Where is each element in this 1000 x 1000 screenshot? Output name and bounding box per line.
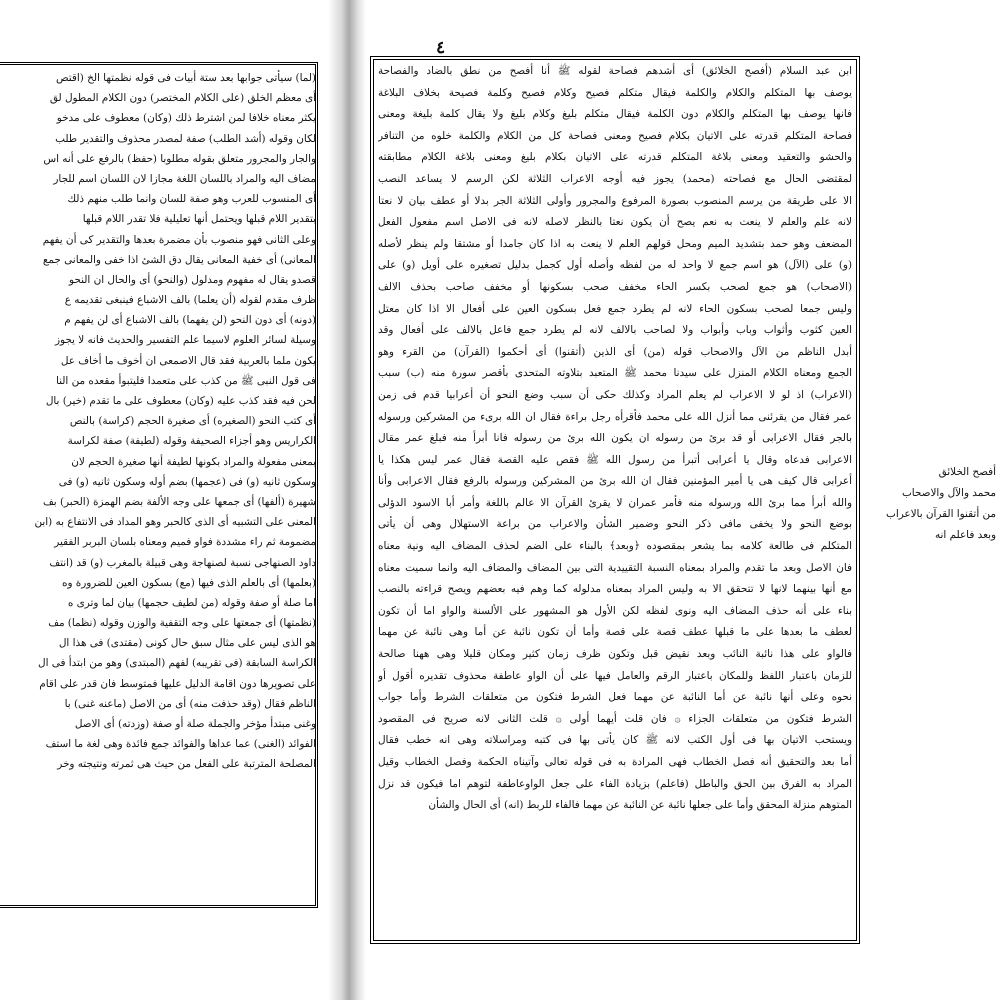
left-text-line: يكون ملما بالعربية فقد قال الاصمعى ان أخوف ما أخاف عل <box>60 354 316 367</box>
book-gutter <box>328 0 366 1000</box>
left-text-line: أى كتب النحو (الصغيره) أى صغيرة الحجم (كراسة) بالنص <box>69 415 316 428</box>
left-text-line: (نظمتها) أى جمعتها على وجه التقفية والوزن وقوله (نظما) مف <box>48 617 316 630</box>
text-line: فصاحة المتكلم قدرته على الاتيان بكلام فصيح ومعنى فصاحة كل من الكلام والكلمة خلوه من التنافر <box>378 129 852 142</box>
text-line: فان الاصل وبعد ما تقدم والمراد بمعناه النسبة التقييدية التى بين المضاف والمضاف اليه وانما سميت معناه <box>378 561 852 574</box>
left-page <box>0 0 328 1000</box>
left-text-line: فى قول النبى ﷺ من كذب على متعمدا فليتبوأ مقعده من النا <box>55 374 316 387</box>
text-line: مع أنها بينهما لانها لا تتحقق الا به وليس المراد بمعناه مدلوله كما وهم فيه بعضهم ويصح قراءته بالنصب <box>378 583 852 596</box>
left-text-line: الفوائد (الغنى) عما عداها والفوائد جمع فائدة وهى لغة ما استف <box>45 738 316 751</box>
left-text-line: اما صلة أو صفة وقوله (من لطيف حجمها) بيان لما وترى ه <box>67 596 316 609</box>
text-line: لمقتضى الحال مع فصاحته (محمد) يجوز فيه أوجه الاعراب الثلاثة لكن الرسم لا يساعد النصب <box>378 172 852 185</box>
text-line: الا على طريقة من يرسم المنصوب بصورة المرفوع والمجرور وأولى الثلاثة الجر بدلا أو عطف بيان لا نعتا <box>378 194 852 207</box>
left-text-line: بتقدير اللام قبلها ويحتمل أنها تعليلية فلا تقدر اللام قبلها <box>82 213 316 226</box>
margin-note-line: وبعد فاعلم انه <box>934 529 996 541</box>
text-line: العين كثوب وأثواب وباب وأبواب ولا لصاحب بالالف لانه لم يطرد جمع فاعل بالالف على أفعال وقد <box>378 324 852 337</box>
left-text-line: (دونه) أى دون النحو (لن يفهما) بالف الاشباع أى لن يفهم م <box>64 314 316 327</box>
text-line: (الاعراب) اذ لو لا الاعراب لم يعلم المراد وكذلك حكى أن سبب وضع النحو أن أعرابيا قدم فى زمن <box>378 388 852 401</box>
text-line: ابن عبد السلام (أفصح الخلائق) أى أشدهم فصاحة لقوله ﷺ أنا أفصح من نطق بالضاد والفصاحة <box>378 65 852 77</box>
text-line: لعطف ما بعدها على ما قبلها عطف قصة على قصة وأما أن تكون نائبة عن أما وهى نائبة عن مهما <box>378 626 852 639</box>
text-line: عمر فقال من يقرئنى مما أنزل الله على محمد فأقرأه رجل براءة فقال ان الله برىء من المشركين ورسوله <box>378 410 852 423</box>
left-text-line: مضمومة ثم راء مشددة فواو فميم ومعناه بلسان البربر الفقير <box>54 536 316 549</box>
text-line: المتكلم فى طالعة كلامه بما يشعر بمقصوده ﴿وبعد﴾ بالبناء على الضم لحذف المضاف اليه ونية معناه <box>378 540 852 553</box>
margin-note-line: أفصح الخلائق <box>938 466 996 478</box>
text-line: الشرط فتكون من متعلقات الجزاء ۞ فان قلت أيهما أولى ۞ قلت الثانى لانه صريح فى المقصود <box>378 712 852 725</box>
left-text-line: والجار والمجرور متعلق بقوله مطلوبا (حفظ) بالرفع على أنه اس <box>43 152 316 165</box>
text-line: المضعف وهو حمد بتشديد الميم ومحل قولهم العلم لا ينعت به اذا كان جامدا أو مشتقا ولم ينظر لأصله <box>378 237 852 250</box>
left-text-line: لحن فيه فقد كذب عليه (وكان) معطوف على ما تقدم (خير) بال <box>45 395 316 407</box>
left-text-line: مضاف اليه والمراد باللسان اللغة مجازا لان اللسان اسم للجار <box>53 172 316 185</box>
left-text-line: المعنى على التشبيه أى الذى كالحبر وهو المداد فى الانتفاع به (ابن <box>34 516 316 529</box>
text-line: نحوه وعلى أنها نائبة عن أما النائبة عن مهما فعل الشرط فتكون من متعلقات الشرط وأما جواب <box>378 691 852 704</box>
text-line: الجمع ومعناه الكلام المنزل على سيدنا محمد ﷺ المتعبد بتلاوته المتحدى بأقصر سورة منه (ب) سبب <box>378 367 852 380</box>
left-page-text <box>0 68 316 775</box>
left-text-line: ظرف مقدم لقوله (أن يعلما) بالف الاشباع فينبغى تقديمه ع <box>64 294 316 307</box>
left-text-line: قصدو يقال له مفهوم ومدلول (والنحو) أى والحال ان النحو <box>69 273 316 286</box>
left-text-line: (بعلمها) أى بالعلم الذى فيها (مع) بسكون العين للضرورة وه <box>62 576 316 589</box>
text-line: الاعرابى فدعاه وقال يا أعرابى أتبرأ من رسول الله ﷺ فقص عليه القصة فقال عمر ليس هكذا يا <box>378 453 852 466</box>
left-text-line: لكان وقوله (أشد الطلب) صفة لمصدر محذوف والتقدير طلب <box>55 132 316 145</box>
left-text-line: الناظم فقال (وقد حذفت منه) أى من الاصل (ماعنه غنى) با <box>64 697 316 710</box>
text-line: يوصف بها المتكلم والكلام والكلمة فيقال متكلم فصيح وكلام فصيح وكلمة فصيحة بخلاف البلاغة <box>378 86 852 99</box>
left-text-line: على تصويرها دون اقامة الدليل عليها فمتوسط فان قدر على اقام <box>39 677 316 690</box>
margin-note-line: من أتقنوا القرآن بالاعراب <box>886 508 996 520</box>
left-text-line: أى معظم الخلق (على الكلام المختصر) دون الكلام المطول لق <box>49 92 316 105</box>
left-text-line: المصلحة المترتبة على الفعل من حيث هى ثمرته ونتيجته وخر <box>57 758 316 771</box>
text-line: والحشو والتعقيد ومعنى بلاغة المتكلم قدرته على الاتيان بكلام بليغ ومعنى بلاغة الكلام مطابقته <box>378 151 852 164</box>
left-text-line: أى المنسوب للعرب وهو صفة للسان وانما طلب منهم ذلك <box>67 193 316 206</box>
text-line: ويستحب الاتيان بها فى أول الكتب لانه ﷺ كان يأتى بها فى كتبه ومراسلاته وهى انه خطب فقال <box>378 734 852 747</box>
text-line: بالجر فقال الاعرابى أو قد برئ من رسوله ان يكون الله برئ من رسوله فانا أبرأ منه فبلغ عمر مقال <box>378 432 852 445</box>
text-line: (الاصحاب) هو جمع لصحب بكسر الحاء مخفف صحب بسكونها أو مخفف صاحب بحذف الالف <box>378 280 852 293</box>
page-number: ٤ <box>436 38 446 58</box>
text-line: المتوهم منزلة المحقق وأما على جعلها نائبة عن النائبة عن مهما فالفاء للربط (انه) أى الحال والشأن <box>428 799 852 812</box>
text-line: أعرابى قال كيف هى يا أمير المؤمنين فقال ان الله برئ من المشركين ورسوله بالرفع فقال الاعرابى وأنا <box>378 475 852 488</box>
left-text-line: الكراريس وهو أجزاء الصحيفة وقوله (لطيفة) صفة لكراسة <box>67 435 316 448</box>
left-text-line: وعلى الثانى فهو منصوب بأن مضمرة بعدها والتقدير كى أن يفهم <box>42 233 316 246</box>
text-line: فانها يوصف بها المتكلم والكلام دون الكلمة فيقال متكلم بليغ وكلام بليغ ولا يقال كلمة بليغة ومعنى <box>378 108 852 121</box>
text-line: للزمان باعتبار اللفظ وللمكان باعتبار الرقم والعامل فيها على أن الواو عاطفة محذوف تقديره أقول أو <box>378 669 852 682</box>
left-text-line: الكراسة السابقة (فى تقريبه) لفهم (المبتدى) وهو من ابتدأ فى ال <box>38 657 316 670</box>
left-text-line: وغنى مبتدأ مؤخر والجملة صلة أو صفة (وزدته) أى الاصل <box>74 718 316 730</box>
text-line: لانه علم والعلم لا ينعت به نعم يصح أن يكون نعتا بالنظر لاصله لانه فى الاصل اسم مفعول الفعل <box>378 216 852 229</box>
text-line: أما بعد والتحقيق أنه فصل الخطاب فهى المرادة به فى قوله تعالى وآتيناه الحكمة وفصل الخطاب وقيل <box>378 756 852 768</box>
left-text-line: هو الذى ليس على مثال سبق حال كونى (مقتدى) فى هذا ال <box>58 637 316 650</box>
left-text-line: (لما) سيأتى جوابها بعد ستة أبيات فى قوله نظمتها الخ (اقتص <box>56 72 316 84</box>
text-line: (و) على (الآل) هو اسم جمع لا واحد له من لفظه وأصله أول كجمل بدليل تصغيره على أويل (و) على <box>378 259 852 272</box>
text-line: والله أبرأ مما برئ الله ورسوله منه فأمر عمران لا يقرئ القرآن الا عالم باللغة وأمر أبا الاسود الدؤلى <box>378 496 852 509</box>
text-line: بوضع النحو ولا يخفى مافى ذكر النحو وضمير الشأن والاعراب من براعة الاستهلال وهى أن يأتى <box>378 518 852 531</box>
left-text-line: بمعنى مفعولة والمراد بكونها لطيفة أنها صغيرة الحجم لان <box>71 455 316 468</box>
text-line: بناء على أنه حذف المضاف اليه ونوى لفظه لكن الأول هو المشهور على الألسنة والواو اما أن تكون <box>378 604 852 617</box>
text-line: المراد به الفرق بين الحق والباطل (فاعلم) بزيادة الفاء على جعل الواوعاطفة لتوهم اما فيكون قد نزل <box>378 777 852 790</box>
left-text-line: شهيرة (ألفها) أى جمعها على وجه الألفة بضم الهمزة (الحبر) بف <box>43 495 316 508</box>
left-text-line: المعانى) أى خفية المعانى يقال دق الشئ اذا خفى والمعانى جمع <box>42 253 316 266</box>
left-text-line: داود الصنهاجى نسبة لصنهاجة وهى قبيلة بالمغرب (و) قد (انتف <box>49 556 316 569</box>
main-text-block <box>378 61 852 817</box>
margin-note <box>868 462 996 546</box>
margin-note-line: محمد والآل والاصحاب <box>901 487 996 499</box>
text-line: أبدل الناظم من الآل والاصحاب قوله (من) أى الذين (أتقنوا) أى أحكموا (القرآن) من القرء وهو <box>378 345 852 358</box>
left-text-line: يكثر معناه خلافا لمن اشترط ذلك (وكان) معطوف على مدخو <box>56 112 316 125</box>
text-line: فالواو على هذا نائبة النائب وبعد نقيض قبل وتكون ظرف زمان كثير ومكان قليلا وهى ههنا صالحة <box>378 648 852 661</box>
left-text-line: وسكون ثانيه (و) فى (عجمها) بضم أوله وسكون ثانيه (و) فى <box>58 475 316 488</box>
text-line: وليس جمعا لصحب بسكون الحاء لانه لم يطرد جمع فعل بسكون العين على أفعال الا اذا كان معتل <box>378 302 852 315</box>
left-text-line: وسيلة لسائر العلوم لاسيما علم التفسير والحديث فانه لا يجوز <box>54 334 316 347</box>
